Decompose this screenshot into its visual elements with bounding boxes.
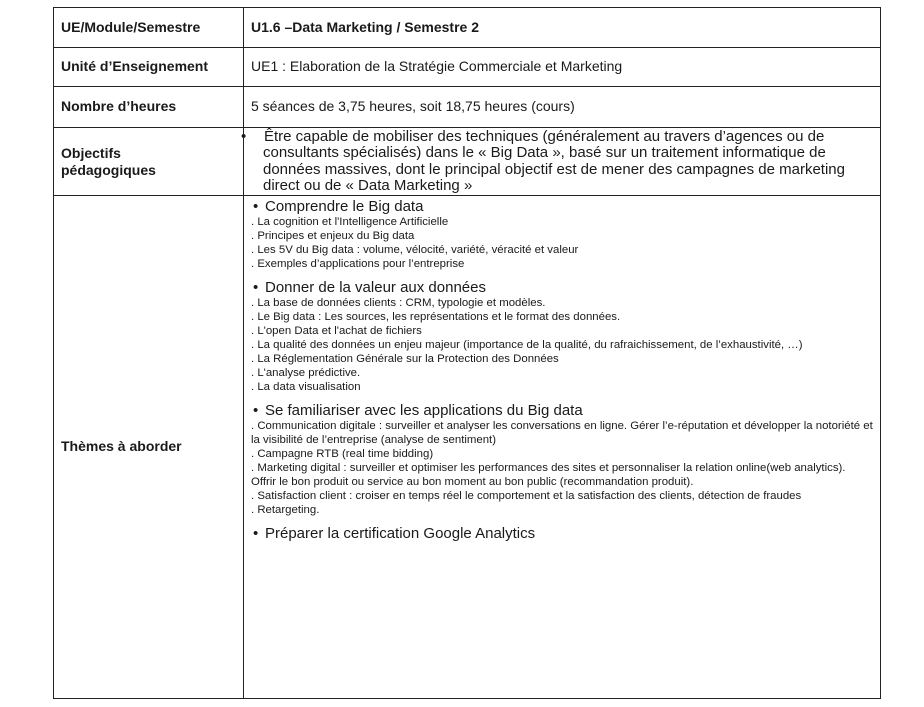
theme-item: . La qualité des données un enjeu majeur (importance de la qualité, du rafraichissement, de l’exhaustivité, …) [251, 339, 803, 351]
objectives-value: Être capable de mobiliser des techniques (généralement au travers d’agences ou de consultants spécialisés) dans le « Big Data », basé sur un traitement informatique de données massives, dont le principal objectif est de mener des campagnes de marketing direct ou de « Data Marketing » [263, 127, 845, 194]
module-label: UE/Module/Semestre [61, 18, 201, 35]
unit-value: UE1 : Elaboration de la Stratégie Commerciale et Marketing [251, 58, 623, 74]
module-label-cell [54, 8, 244, 48]
hours-value: 5 séances de 3,75 heures, soit 18,75 heures (cours) [251, 98, 575, 114]
theme-title-text: Préparer la certification Google Analytics [265, 525, 536, 542]
objectives-label-line2: pédagogiques [61, 161, 156, 178]
theme-item: . Le Big data : Les sources, les représentations et le format des données. [251, 311, 621, 323]
theme-item: . Exemples d’applications pour l’entreprise [251, 258, 465, 270]
objectives-value-cell [241, 127, 881, 196]
bullet-icon: • [253, 525, 259, 542]
themes-label-cell [54, 196, 244, 699]
theme-item: . L'open Data et l'achat de fichiers [251, 325, 422, 337]
theme-item: . Communication digitale : surveiller et analyser les conversations en ligne. Gérer l’e-réputation et développer la notoriété et la visibilité de l’entreprise (analyse de sentiment) [251, 420, 873, 446]
theme-section-title [253, 279, 873, 296]
theme-section [251, 279, 873, 394]
theme-item: . La Réglementation Générale sur la Protection des Données [251, 353, 559, 365]
bullet-icon: • [253, 198, 259, 215]
theme-section-title [253, 525, 873, 542]
objectives-text [241, 127, 873, 195]
hours-row [54, 87, 881, 128]
theme-section [251, 402, 873, 517]
theme-item: . Principes et enjeux du Big data [251, 230, 415, 242]
objectives-label-cell [54, 128, 244, 196]
theme-section [251, 525, 873, 542]
theme-item: . Satisfaction client : croiser en temps réel le comportement et la satisfaction des clients, détection de fraudes [251, 490, 802, 502]
objectives-row [54, 128, 881, 196]
hours-value-cell [244, 87, 881, 128]
module-value: U1.6 –Data Marketing / Semestre 2 [251, 18, 479, 35]
theme-item: . La data visualisation [251, 381, 361, 393]
unit-value-cell [244, 48, 881, 87]
unit-row [54, 48, 881, 87]
bullet-icon: • [253, 279, 259, 296]
theme-item: . L'analyse prédictive. [251, 367, 361, 379]
module-value-cell [244, 8, 881, 48]
bullet-icon: • [253, 402, 259, 419]
themes-content-cell [244, 196, 881, 699]
unit-label: Unité d’Enseignement [61, 58, 209, 74]
hours-label: Nombre d’heures [61, 98, 177, 114]
theme-title-text: Donner de la valeur aux données [265, 279, 486, 296]
theme-item: . Retargeting. [251, 504, 320, 516]
theme-item: . Les 5V du Big data : volume, vélocité, variété, véracité et valeur [251, 244, 579, 256]
bullet-icon: • [241, 127, 247, 145]
themes-row [54, 196, 881, 699]
unit-label-cell [54, 48, 244, 87]
theme-section-title [253, 198, 873, 215]
theme-title-text: Se familiariser avec les applications du Big data [265, 402, 583, 419]
theme-section-title [253, 402, 873, 419]
hours-label-cell [54, 87, 244, 128]
syllabus-table [53, 7, 881, 699]
theme-item: . Campagne RTB (real time bidding) [251, 448, 434, 460]
objectives-label-line1: Objectifs [61, 144, 121, 161]
theme-title-text: Comprendre le Big data [265, 198, 424, 215]
theme-item: . La cognition et l'Intelligence Artificielle [251, 216, 449, 228]
theme-item: . Marketing digital : surveiller et optimiser les performances des sites et personnaliser la relation online(web analytics). Offrir le bon produit ou service au bon moment au bon public (recommandation produit). [251, 462, 846, 488]
theme-item: . La base de données clients : CRM, typologie et modèles. [251, 297, 546, 309]
theme-section [251, 198, 873, 271]
themes-label: Thèmes à aborder [61, 438, 182, 454]
module-row [54, 8, 881, 48]
